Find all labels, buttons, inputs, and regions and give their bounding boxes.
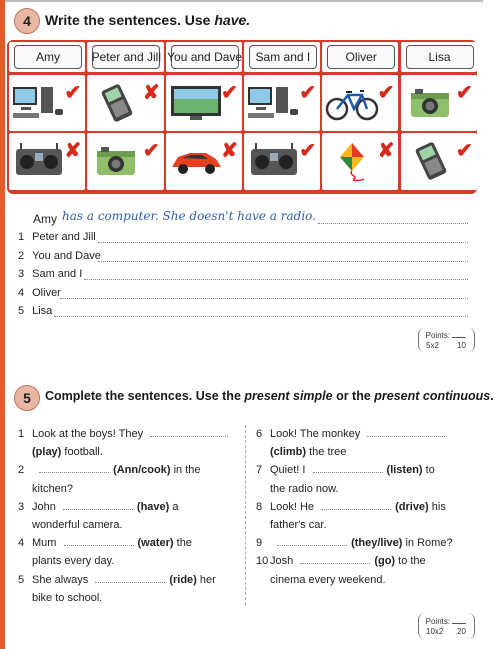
- grid-header-cell: [244, 42, 320, 72]
- line-number: 5: [18, 305, 25, 317]
- line-number: 3: [18, 268, 25, 280]
- instruction-emphasis: present simple: [244, 389, 333, 403]
- exercise-number: 4: [23, 13, 31, 29]
- exercise-5-instruction: [45, 389, 494, 403]
- check-mark-icon: ✔: [377, 82, 395, 104]
- grid-header-cell: [401, 42, 477, 72]
- verb-hint: (climb): [270, 446, 307, 459]
- check-mark-icon: ✔: [456, 82, 473, 104]
- answer-blank[interactable]: [313, 472, 383, 473]
- exercise-line: [18, 516, 243, 534]
- verb-hint: (Ann/cook): [113, 464, 171, 477]
- grid-header-cell: [166, 42, 242, 72]
- exercise-line: [18, 443, 243, 461]
- check-mark-icon: ✔: [299, 140, 317, 162]
- person-name-label: Amy: [14, 45, 82, 69]
- sentence-text: in the: [170, 464, 201, 477]
- person-name-label: Sam and I: [249, 45, 317, 69]
- grid-picture-cell: [87, 133, 163, 190]
- verb-hint: (have): [136, 500, 170, 513]
- car-icon: [168, 141, 224, 186]
- sentence-text: bike to school.: [32, 591, 103, 604]
- instruction-text: Complete the sentences. Use the: [45, 389, 245, 403]
- exercise-line: [256, 552, 478, 570]
- verb-hint: (water): [137, 537, 174, 550]
- grid-header-cell: [322, 42, 398, 72]
- sentence-line: [18, 231, 96, 243]
- points-label: Points:: [425, 617, 451, 626]
- exercise-line: [256, 480, 478, 498]
- grid-picture-cell: [9, 133, 85, 190]
- example-subject: Amy: [33, 212, 57, 226]
- line-number: 4: [18, 537, 25, 550]
- score-blank: [452, 623, 466, 624]
- answer-blank[interactable]: [95, 582, 165, 583]
- grid-picture-cell: [322, 133, 398, 190]
- line-number: 3: [18, 500, 25, 513]
- line-subject: Sam and I: [32, 268, 83, 280]
- computer-icon: [11, 83, 67, 128]
- exercise-line: [256, 534, 478, 552]
- exercise-line: [18, 552, 243, 570]
- answer-line[interactable]: [84, 278, 468, 280]
- instruction-text: or the: [332, 389, 375, 403]
- line-number: 2: [18, 249, 25, 262]
- answer-line[interactable]: [98, 241, 468, 243]
- sentence-text: to the: [395, 555, 426, 568]
- answer-blank[interactable]: [367, 436, 445, 437]
- exercise-5-badge: [14, 385, 40, 411]
- grid-picture-cell: [322, 75, 398, 131]
- line-number: 4: [18, 286, 25, 299]
- instruction-text: .: [490, 389, 494, 403]
- exercise-line: [256, 425, 478, 443]
- television-icon: [168, 83, 224, 128]
- exercise-4-instruction: [45, 12, 250, 28]
- grid-picture-cell: [244, 133, 320, 190]
- line-number: 9: [256, 537, 263, 550]
- check-mark-icon: ✔: [299, 82, 317, 104]
- binder-edge: [0, 0, 5, 649]
- exercise-4-badge: [14, 8, 40, 34]
- answer-blank[interactable]: [39, 472, 109, 473]
- sentence-text: the tree: [306, 446, 347, 459]
- grid-picture-cell: [401, 133, 477, 190]
- sentence-text: cinema every weekend.: [270, 573, 386, 586]
- line-number: 10: [256, 555, 269, 568]
- check-mark-icon: ✔: [142, 140, 160, 162]
- answer-line[interactable]: [54, 315, 468, 317]
- sentence-text: in Rome?: [402, 537, 453, 550]
- verb-hint: (they/live): [351, 537, 403, 550]
- answer-line[interactable]: [60, 297, 468, 299]
- points-total: 20: [457, 627, 466, 636]
- score-blank: [452, 337, 466, 338]
- sentence-text: his: [428, 500, 446, 513]
- verb-hint: (play): [32, 446, 62, 459]
- verb-hint: (ride): [169, 573, 197, 586]
- exercise-line: [18, 498, 243, 516]
- exercise-line: [256, 571, 478, 589]
- grid-picture-cell: [401, 75, 477, 131]
- verb-hint: (listen): [386, 464, 423, 477]
- line-subject: You and Dave: [32, 249, 101, 262]
- sentence-text: plants every day.: [32, 555, 115, 568]
- line-number: 1: [18, 428, 25, 440]
- sentence-text: Quiet! I: [270, 464, 306, 477]
- camera-icon: [403, 83, 459, 128]
- cross-mark-icon: ✘: [221, 140, 238, 162]
- sentence-text: a: [169, 500, 179, 513]
- exercise-line: [18, 425, 243, 443]
- radio-icon: [246, 141, 302, 186]
- person-name-label: Peter and Jill: [92, 45, 160, 69]
- answer-blank[interactable]: [321, 509, 391, 510]
- person-name-label: You and Dave: [171, 45, 239, 69]
- points-calc: 5x2: [426, 341, 439, 350]
- line-number: 2: [18, 464, 25, 477]
- grid-picture-cell: [166, 133, 242, 190]
- sentence-text: kitchen?: [32, 482, 73, 495]
- exercise-line: [256, 498, 478, 516]
- points-box-4: [424, 331, 468, 351]
- check-mark-icon: ✔: [64, 82, 82, 104]
- grid-picture-cell: [87, 75, 163, 131]
- line-number: 1: [18, 231, 25, 243]
- camera-icon: [89, 141, 145, 186]
- line-subject: Peter and Jill: [32, 231, 96, 243]
- sentence-text: John: [32, 500, 56, 513]
- instruction-emphasis: have.: [214, 12, 251, 28]
- person-name-label: Lisa: [406, 45, 474, 69]
- points-calc: 10x2: [426, 627, 444, 636]
- cross-mark-icon: ✘: [64, 140, 82, 162]
- sentence-text: football.: [61, 446, 103, 459]
- sentence-text: She always: [32, 573, 89, 586]
- exercise-line: [256, 443, 478, 461]
- line-number: 8: [256, 500, 263, 513]
- exercise-line: [18, 461, 243, 479]
- cross-mark-icon: ✘: [377, 140, 395, 162]
- line-number: 6: [256, 428, 263, 440]
- line-subject: Oliver: [32, 286, 61, 299]
- answer-blank[interactable]: [150, 436, 228, 437]
- mobile-phone-icon: [403, 141, 459, 186]
- sentence-line: [18, 287, 61, 299]
- sentence-text: the radio now.: [270, 482, 339, 495]
- answer-blank[interactable]: [63, 509, 133, 510]
- bicycle-icon: [324, 83, 380, 128]
- radio-icon: [11, 141, 67, 186]
- grid-picture-cell: [166, 75, 242, 131]
- computer-icon: [246, 83, 302, 128]
- grid-picture-cell: [244, 75, 320, 131]
- sentence-line: [18, 250, 101, 262]
- exercise-line: [18, 571, 243, 589]
- column-divider: [245, 425, 246, 605]
- top-rule: [5, 0, 483, 2]
- answer-line: [318, 222, 468, 224]
- sentence-text: Look at the boys! They: [32, 428, 144, 440]
- sentence-text: to: [422, 464, 435, 477]
- sentence-text: father's car.: [270, 519, 327, 531]
- answer-blank[interactable]: [300, 563, 370, 564]
- answer-line[interactable]: [98, 260, 468, 262]
- check-mark-icon: ✔: [221, 82, 238, 104]
- answer-blank[interactable]: [277, 545, 347, 546]
- person-name-label: Oliver: [327, 45, 395, 69]
- exercise-line: [18, 480, 243, 498]
- sentence-text: Look! The monkey: [270, 428, 361, 440]
- line-subject: Lisa: [32, 305, 53, 317]
- sentence-text: her: [196, 573, 216, 586]
- sentence-text: Look! He: [270, 500, 315, 513]
- line-number: 5: [18, 573, 25, 586]
- instruction-emphasis: present continuous: [374, 389, 491, 403]
- points-box-5: [424, 617, 468, 637]
- grid-header-cell: [9, 42, 85, 72]
- check-mark-icon: ✔: [456, 140, 473, 162]
- points-label: Points:: [425, 331, 451, 340]
- grid-header-cell: [87, 42, 163, 72]
- exercise-line: [18, 534, 243, 552]
- sentence-text: Mum: [32, 537, 57, 550]
- points-bracket-right: [468, 328, 475, 352]
- instruction-text: Write the sentences. Use: [45, 12, 215, 28]
- answer-blank[interactable]: [64, 545, 134, 546]
- exercise-line: [256, 461, 478, 479]
- exercise-number: 5: [23, 390, 31, 406]
- example-answer: has a computer. She doesn't have a radio.: [62, 209, 317, 223]
- sentence-text: Josh: [270, 555, 294, 568]
- sentence-text: wonderful camera.: [32, 519, 123, 531]
- grid-picture-cell: [9, 75, 85, 131]
- sentence-text: the: [173, 537, 192, 550]
- picture-grid: [7, 40, 477, 194]
- points-total: 10: [457, 341, 466, 350]
- cross-mark-icon: ✘: [142, 82, 160, 104]
- exercise-line: [18, 589, 243, 607]
- line-number: 7: [256, 464, 263, 477]
- sentence-line: [18, 268, 82, 280]
- verb-hint: (go): [374, 555, 396, 568]
- points-bracket-right: [468, 613, 475, 639]
- verb-hint: (drive): [395, 500, 429, 513]
- kite-icon: [324, 141, 380, 186]
- mobile-phone-icon: [89, 83, 145, 128]
- exercise-line: [256, 516, 478, 534]
- sentence-line: [18, 305, 52, 317]
